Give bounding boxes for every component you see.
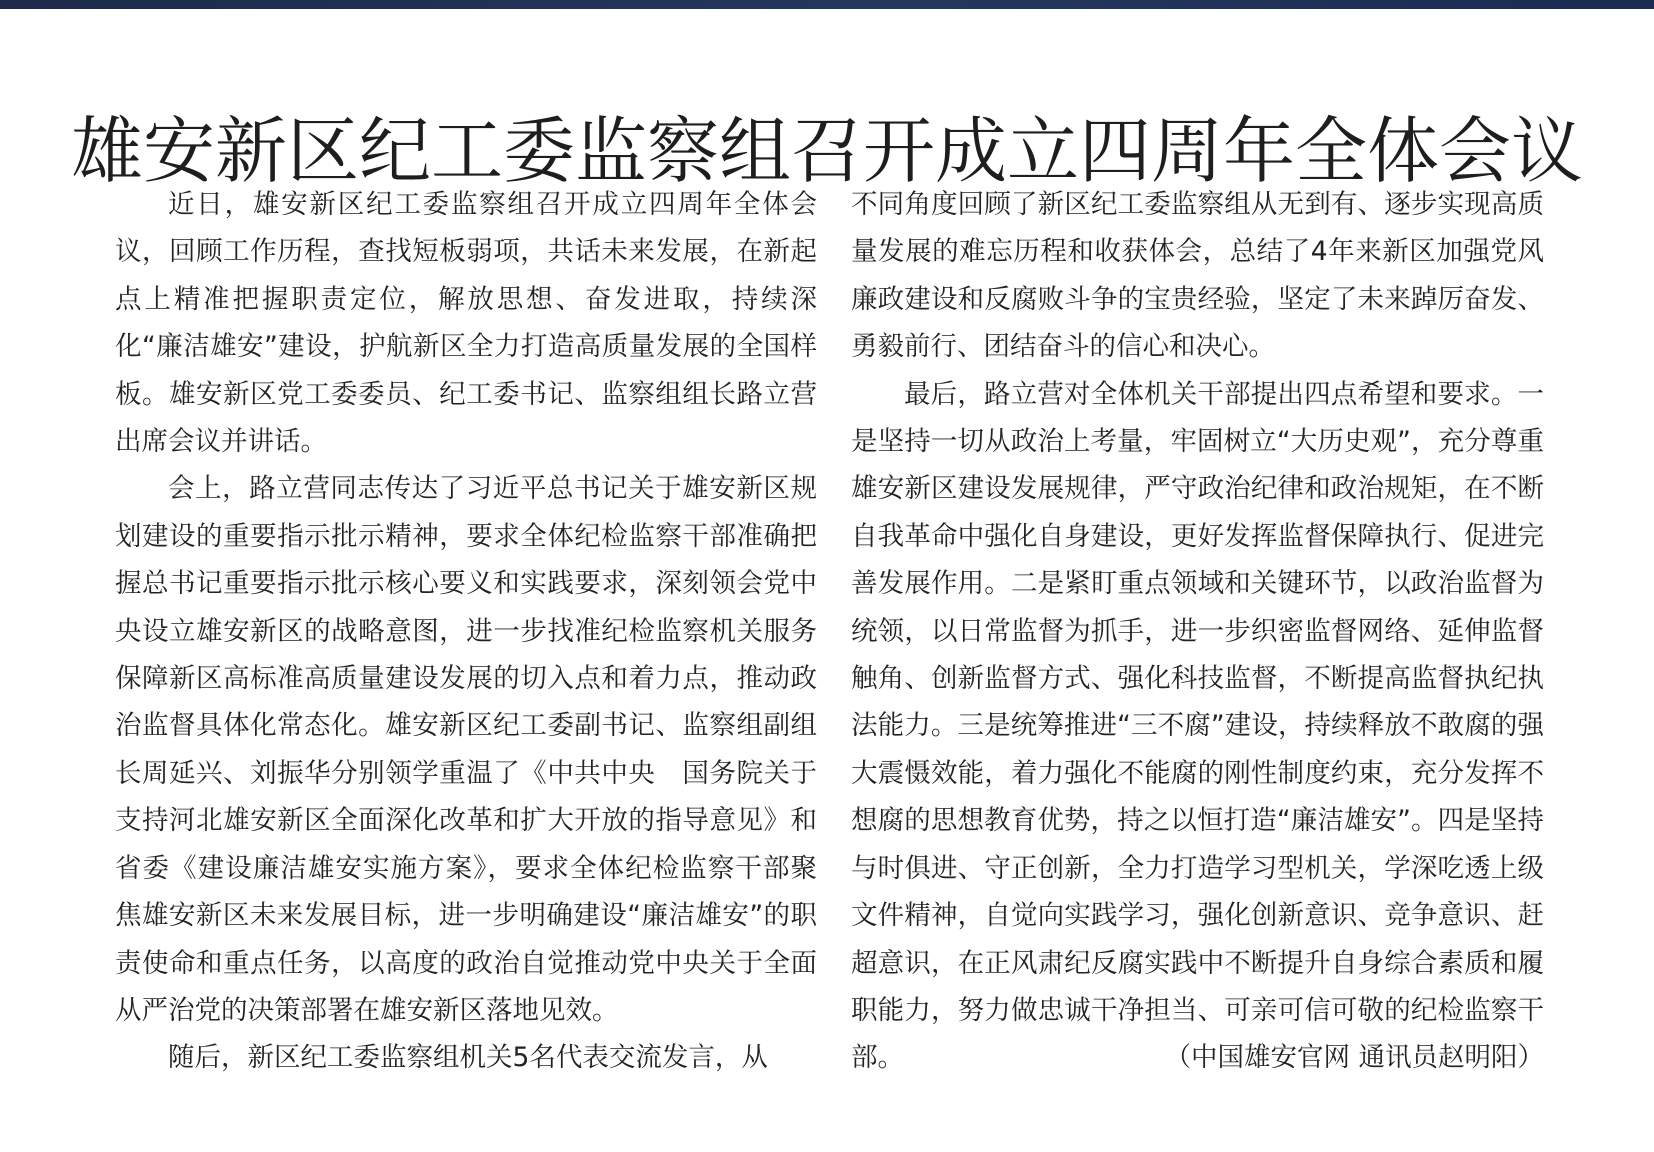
article-paragraph-1: 近日，雄安新区纪工委监察组召开成立四周年全体会议，回顾工作历程，查找短板弱项，共话未来发展，在新起点上精准把握职责定位，解放思想、奋发进取，持续深化“廉洁雄安”建设，护航新区全力打造高质量发展的全国样板。雄安新区党工委委员、纪工委书记、监察组组长路立营出席会议并讲话。 [115,189,817,458]
article-paragraph-4-text: 最后，路立营对全体机关干部提出四点希望和要求。一是坚持一切从政治上考量，牢固树立“大历史观”，充分尊重雄安新区建设发展规律，严守政治纪律和政治规矩，在不断自我革命中强化自身建设，更好发挥监督保障执行、促进完善发展作用。二是紧盯重点领域和关键环节，以政治监督为统领，以日常监督为抓手，进一步织密监督网络、延伸监督触角、创新监督方式、强化科技监督，不断提高监督执纪执法能力。三是统筹推进“三不腐”建设，持续释放不敢腐的强大震慑效能，着力强化不能腐的刚性制度约束，充分发挥不想腐的思想教育优势，持之以恒打造“廉洁雄安”。四是坚持与时俱进、守正创新，全力打造学习型机关，学深吃透上级文件精神，自觉向实践学习，强化创新意识、竞争意识、赶超意识，在正风肃纪反腐实践中不断提升自身综合素质和履职能力，努力做忠诚干净担当、可亲可信可敬的纪检监察干部。 [851,378,1544,1074]
article-paragraph-3-continued: 不同角度回顾了新区纪工委监察组从无到有、逐步实现高质量发展的难忘历程和收获体会，总结了4年来新区加强党风廉政建设和反腐败斗争的宝贵经验，坚定了未来踔厉奋发、勇毅前行、团结奋斗的信心和决心。 [851,189,1544,363]
article-right-column [851,181,1544,1082]
article-title: 雄安新区纪工委监察组召开成立四周年全体会议 [70,109,1583,194]
article-paragraph-2: 会上，路立营同志传达了习近平总书记关于雄安新区规划建设的重要指示批示精神，要求全体纪检监察干部准确把握总书记重要指示批示核心要义和实践要求，深刻领会党中央设立雄安新区的战略意图，进一步找准纪检监察机关服务保障新区高标准高质量建设发展的切入点和着力点，推动政治监督具体化常态化。雄安新区纪工委副书记、监察组副组长周延兴、刘振华分别领学重温了《中共中央 国务院关于支持河北雄安新区全面深化改革和扩大开放的指导意见》和省委《建设廉洁雄安实施方案》，要求全体纪检监察干部聚焦雄安新区未来发展目标，进一步明确建设“廉洁雄安”的职责使命和重点任务，以高度的政治自觉推动党中央关于全面从严治党的决策部署在雄安新区落地见效。 [115,473,817,1026]
article-paragraph-3-start: 随后，新区纪工委监察组机关5名代表交流发言，从 [168,1042,768,1074]
top-header-bar [0,0,1654,9]
article-paragraph-4 [851,371,1544,1082]
article-left-column [115,181,817,1082]
article-byline: （中国雄安官网 通讯员赵明阳） [1164,1042,1544,1074]
